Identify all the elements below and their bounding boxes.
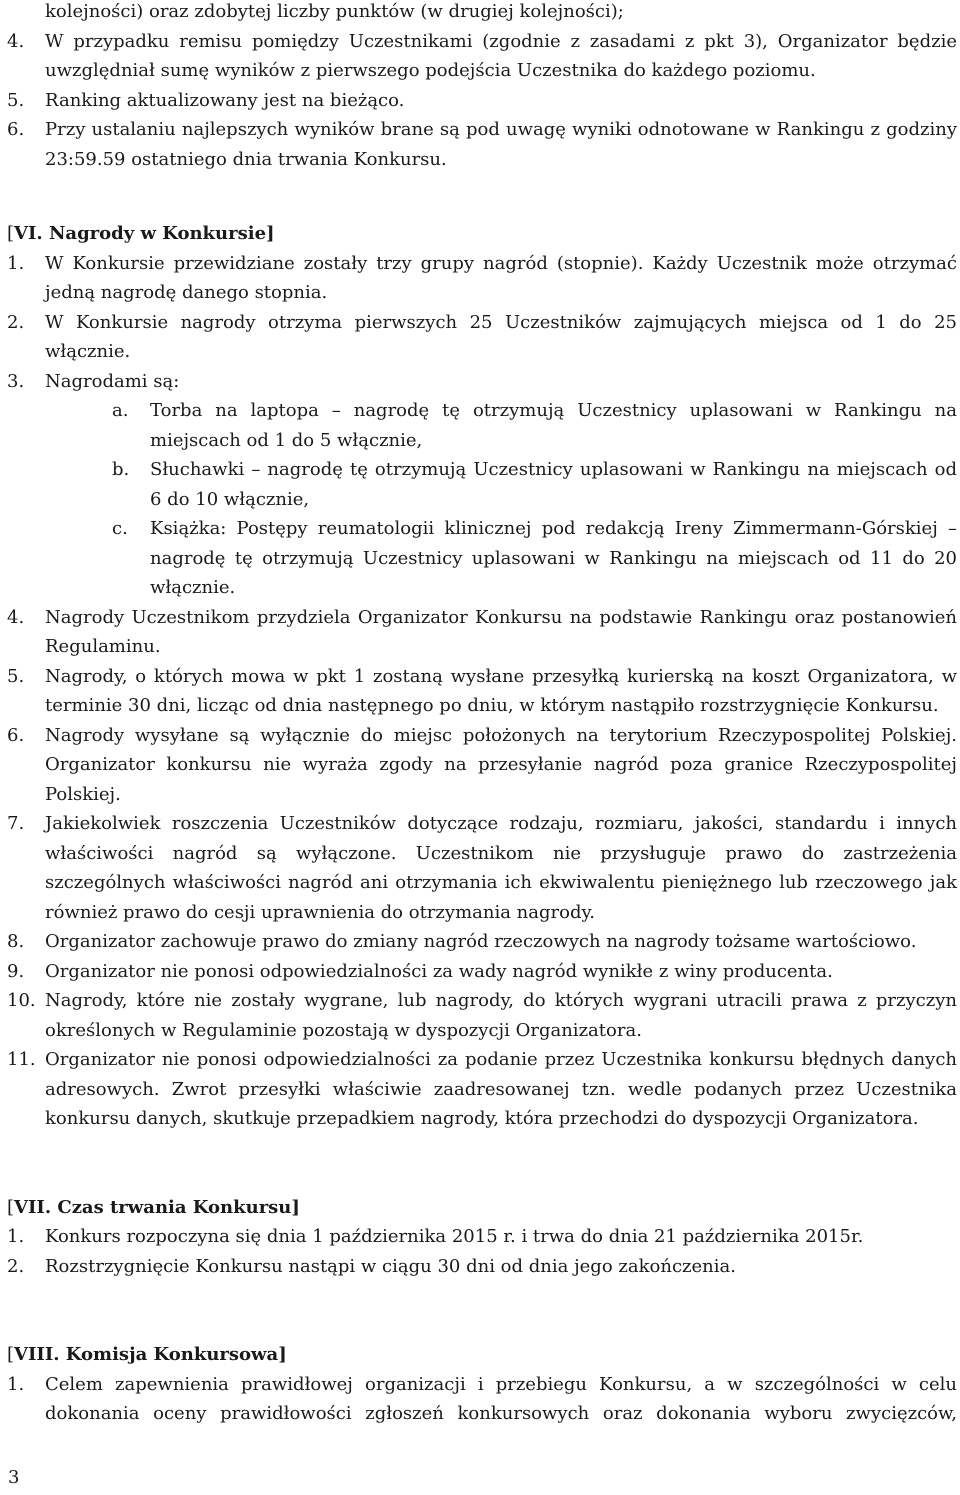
- list-text: Jakiekolwiek roszczenia Uczestników dotyczące rodzaju, rozmiaru, jakości, standardu i innych właściwości nagród są wyłączone. Uczestnikom nie przysługuje prawo do zastrzeżenia szczególnych właściwości nagród ani otrzymania ich ekwiwalentu pieniężnego lub rzeczowego jak również prawo do cesji uprawnienia do otrzymania nagrody.: [45, 813, 957, 923]
- list-number: 8.: [7, 931, 25, 952]
- list-item-continuation: kolejności) oraz zdobytej liczby punktów (w drugiej kolejności);: [45, 1, 624, 22]
- list-item: [7, 721, 957, 810]
- list-text: W przypadku remisu pomiędzy Uczestnikami (zgodnie z zasadami z pkt 3), Organizator będzie uwzględniał sumę wyników z pierwszego podejścia Uczestnika do każdego poziomu.: [45, 30, 957, 81]
- list-number: 9.: [7, 960, 25, 982]
- list-text: Nagrody, o których mowa w pkt 1 zostaną wysłane przesyłką kurierską na koszt Organizatora, w terminie 30 dni, licząc od dnia następnego po dniu, w którym nastąpiło rozstrzygnięcie Konkursu.: [45, 665, 957, 716]
- list-number: 2.: [7, 311, 25, 333]
- heading-title: VII. Czas trwania Konkursu: [14, 1196, 292, 1218]
- list-number: 5.: [7, 665, 25, 687]
- heading-bracket: ]: [291, 1196, 300, 1218]
- list-text: Nagrody wysyłane są wyłącznie do miejsc położonych na terytorium Rzeczypospolitej Polskiej. Organizator konkursu nie wyraża zgody na przesyłanie nagród poza granice Rzeczypospolitej Polskiej.: [45, 724, 957, 805]
- section-spacer: [7, 1134, 957, 1193]
- list-item: [7, 1370, 957, 1429]
- list-text: Rozstrzygnięcie Konkursu nastąpi w ciągu 30 dni od dnia jego zakończenia.: [45, 1255, 736, 1277]
- list-item: [7, 1045, 957, 1134]
- page-number: 3: [8, 1467, 20, 1488]
- list-text: Organizator zachowuje prawo do zmiany nagród rzeczowych na nagrody tożsame wartościowo.: [45, 931, 917, 952]
- list-text: Organizator nie ponosi odpowiedzialności za wady nagród wynikłe z winy producenta.: [45, 960, 833, 982]
- sub-list-text: Słuchawki – nagrodę tę otrzymują Uczestnicy uplasowani w Rankingu na miejscach od 6 do 10 włącznie,: [150, 459, 957, 510]
- list-item: [7, 1252, 957, 1282]
- list-item: [7, 27, 957, 86]
- sub-list-text: Torba na laptopa – nagrodę tę otrzymują Uczestnicy uplasowani w Rankingu na miejscach od 1 do 5 włącznie,: [150, 400, 957, 451]
- list-item: [7, 249, 957, 308]
- sub-list-item: [7, 455, 957, 514]
- list-text: Organizator nie ponosi odpowiedzialności za podanie przez Uczestnika konkursu błędnych danych adresowych. Zwrot przesyłki właściwie zaadresowanej tzn. wedle podanych przez Uczestnika konkursu danych, skutkuje przepadkiem nagrody, która przechodzi do dyspozycji Organizatora.: [45, 1049, 957, 1129]
- list-text: Ranking aktualizowany jest na bieżąco.: [45, 89, 405, 111]
- sub-list-letter: a.: [112, 400, 129, 421]
- list-item: [7, 603, 957, 662]
- list-item: [7, 986, 957, 1045]
- heading-bracket: [: [7, 1344, 15, 1365]
- list-number: 6.: [7, 119, 25, 140]
- heading-title: VI. Nagrody w Konkursie: [14, 223, 267, 244]
- list-number: 2.: [7, 1255, 25, 1277]
- sub-list-letter: b.: [112, 459, 130, 480]
- list-item: [7, 308, 957, 367]
- list-number: 1.: [7, 1226, 25, 1247]
- list-item: [7, 957, 957, 987]
- list-item: [7, 86, 957, 116]
- heading-bracket: ]: [266, 223, 275, 244]
- list-text: Celem zapewnienia prawidłowej organizacji i przebiegu Konkursu, a w szczególności w celu dokonania oceny prawidłowości zgłoszeń konkursowych oraz dokonania wyboru zwycięzców,: [45, 1373, 957, 1424]
- list-number: 10.: [7, 990, 36, 1011]
- list-item: [7, 927, 957, 957]
- list-text: W Konkursie przewidziane zostały trzy grupy nagród (stopnie). Każdy Uczestnik może otrzymać jedną nagrodę danego stopnia.: [45, 252, 957, 303]
- heading-bracket: [: [7, 223, 15, 244]
- document-body: [7, 0, 957, 1429]
- list-number: 4.: [7, 606, 25, 628]
- list-text: Nagrodami są:: [45, 370, 180, 392]
- list-item: [7, 367, 957, 397]
- list-item: [7, 1222, 957, 1252]
- heading-bracket: ]: [278, 1344, 287, 1365]
- list-text: Nagrody, które nie zostały wygrane, lub nagrody, do których wygrani utracili prawa z przyczyn określonych w Regulaminie pozostają w dyspozycji Organizatora.: [45, 990, 957, 1041]
- list-number: 4.: [7, 30, 25, 52]
- list-number: 3.: [7, 370, 25, 392]
- list-number: 11.: [7, 1049, 36, 1070]
- section-heading-vii: [7, 1193, 957, 1223]
- list-text: Przy ustalaniu najlepszych wyników brane są pod uwagę wyniki odnotowane w Rankingu z godziny 23:59.59 ostatniego dnia trwania Konkursu.: [45, 119, 957, 170]
- list-text: W Konkursie nagrody otrzyma pierwszych 25 Uczestników zajmujących miejsca od 1 do 25 włącznie.: [45, 311, 957, 362]
- list-number: 1.: [7, 252, 25, 274]
- heading-title: VIII. Komisja Konkursowa: [14, 1344, 279, 1365]
- sub-list-text: Książka: Postępy reumatologii klinicznej pod redakcją Ireny Zimmermann-Górskiej – nagrodę tę otrzymują Uczestnicy uplasowani w Rankingu na miejscach od 11 do 20 włącznie.: [150, 518, 957, 598]
- sub-list-letter: c.: [112, 518, 128, 539]
- list-text: Konkurs rozpoczyna się dnia 1 października 2015 r. i trwa do dnia 21 października 2015r.: [45, 1226, 864, 1247]
- list-number: 1.: [7, 1373, 25, 1395]
- list-item: [7, 115, 957, 174]
- section-spacer: [7, 174, 957, 219]
- list-text: Nagrody Uczestnikom przydziela Organizator Konkursu na podstawie Rankingu oraz postanowień Regulaminu.: [45, 606, 957, 657]
- list-item: [7, 662, 957, 721]
- list-number: 6.: [7, 724, 25, 746]
- section-heading-viii: [7, 1340, 957, 1370]
- sub-list-item: [7, 396, 957, 455]
- section-spacer: [7, 1281, 957, 1340]
- list-number: 5.: [7, 89, 25, 111]
- list-item: [7, 809, 957, 927]
- sub-list-item: [7, 514, 957, 603]
- list-number: 7.: [7, 813, 25, 834]
- heading-bracket: [: [7, 1196, 15, 1218]
- section-heading-vi: [7, 219, 957, 249]
